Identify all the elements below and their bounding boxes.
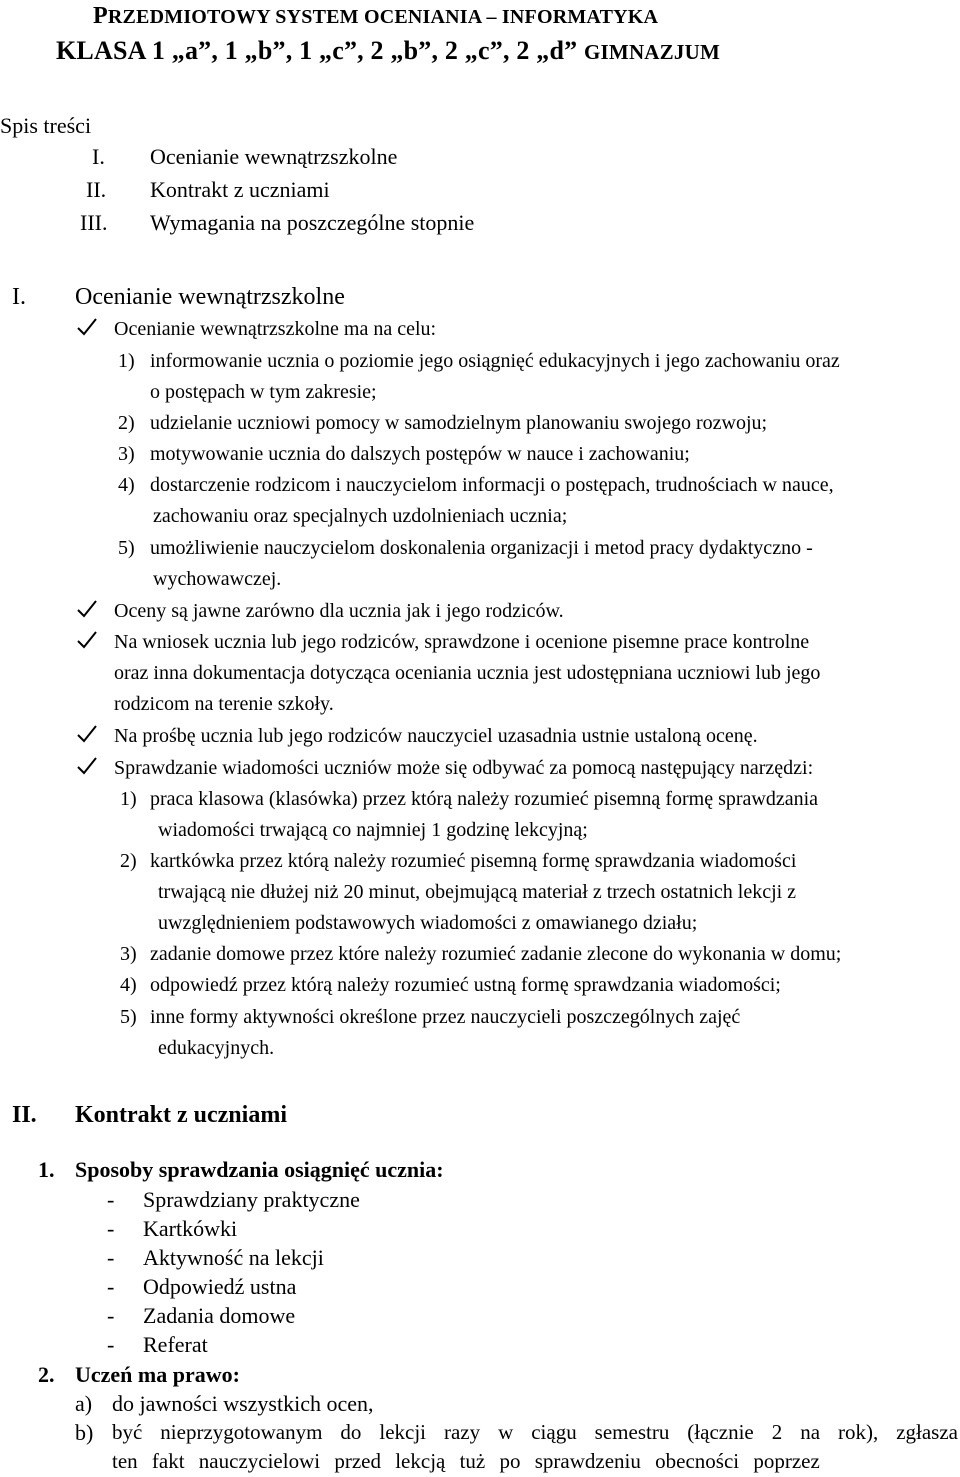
document-title-line2: KLASA 1 „a”, 1 „b”, 1 „c”, 2 „b”, 2 „c”, 2 „d” GIMNAZJUM [56,36,720,65]
tool-text: edukacyjnych. [158,1037,275,1059]
assessment-method: Sprawdziany praktyczne [143,1187,360,1212]
checkmark-icon [76,629,98,651]
toc-item-num: III. [80,210,108,235]
toc-item-label: Wymagania na poszczególne stopnie [150,210,475,235]
dash-bullet: - [107,1303,115,1328]
bullet-text: oraz inna dokumentacja dotycząca oceniania ucznia jest udostępniana uczniowi lub jego [114,662,821,684]
goal-text: motywowanie ucznia do dalszych postępów w nauce i zachowaniu; [150,443,690,465]
document-title-line1: PRZEDMIOTOWY SYSTEM OCENIANIA – INFORMATYKA [93,3,659,29]
tool-number: 5) [120,1006,137,1028]
section-2-number: II. [12,1102,37,1128]
right-letter: b) [75,1420,94,1445]
bullet-text: Sprawdzanie wiadomości uczniów może się odbywać za pomocą następujący narzędzi: [114,757,814,779]
assessment-method: Odpowiedź ustna [143,1274,297,1299]
dash-bullet: - [107,1332,115,1357]
dash-bullet: - [107,1216,115,1241]
toc-item-num: I. [92,144,105,169]
right-text: być nieprzygotowanym do lekcji razy w ciągu semestru (łącznie 2 na rok), zgłasza [112,1420,958,1444]
toc-item-label: Kontrakt z uczniami [150,177,330,202]
subsection-2-number: 2. [38,1362,55,1387]
assessment-method: Kartkówki [143,1216,238,1241]
goal-text: udzielanie uczniowi pomocy w samodzielnym planowaniu swojego rozwoju; [150,412,768,434]
right-letter: a) [75,1391,93,1416]
tool-number: 2) [120,850,137,872]
toc-item-label: Ocenianie wewnątrzszkolne [150,144,398,169]
goal-text: wychowawczej. [153,568,282,590]
tool-text: kartkówka przez którą należy rozumieć pisemną formę sprawdzania wiadomości [150,850,797,872]
right-text: do jawności wszystkich ocen, [112,1391,374,1416]
goal-text: umożliwienie nauczycielom doskonalenia organizacji i metod pracy dydaktyczno - [150,537,813,559]
dash-bullet: - [107,1187,115,1212]
section-1-heading: Ocenianie wewnątrzszkolne [75,284,345,310]
goal-number: 4) [118,474,135,496]
goal-text: dostarczenie rodzicom i nauczycielom informacji o postępach, trudnościach w nauce, [150,474,834,496]
tool-text: praca klasowa (klasówka) przez którą należy rozumieć pisemną formę sprawdzania [150,788,819,810]
tool-text: odpowiedź przez którą należy rozumieć ustną formę sprawdzania wiadomości; [150,974,781,996]
tool-text: wiadomości trwającą co najmniej 1 godzinę lekcyjną; [158,819,588,841]
dash-bullet: - [107,1245,115,1270]
goal-number: 2) [118,412,135,434]
tool-text: zadanie domowe przez które należy rozumieć zadanie zlecone do wykonania w domu; [150,943,842,965]
goal-text: o postępach w tym zakresie; [150,381,377,403]
bullet-text: Na prośbę ucznia lub jego rodziców nauczyciel uzasadnia ustnie ustaloną ocenę. [114,725,758,747]
goal-text: informowanie ucznia o poziomie jego osiągnięć edukacyjnych i jego zachowaniu oraz [150,350,840,372]
checkmark-icon [76,316,98,338]
assessment-method: Referat [143,1332,208,1357]
subsection-1-number: 1. [38,1157,55,1182]
goal-intro: Ocenianie wewnątrzszkolne ma na celu: [114,318,437,340]
goal-text: zachowaniu oraz specjalnych uzdolnieniach ucznia; [153,505,568,527]
dash-bullet: - [107,1274,115,1299]
tool-text: uwzględnieniem podstawowych wiadomości z omawianego działu; [158,912,698,934]
checkmark-icon [76,755,98,777]
goal-number: 5) [118,537,135,559]
checkmark-icon [76,723,98,745]
tool-number: 3) [120,943,137,965]
tool-text: inne formy aktywności określone przez nauczycieli poszczególnych zajęć [150,1006,741,1028]
toc-heading: Spis treści [0,113,92,138]
tool-number: 4) [120,974,137,996]
bullet-text: Na wniosek ucznia lub jego rodziców, sprawdzone i ocenione pisemne prace kontrolne [114,631,810,653]
section-1-number: I. [12,284,26,310]
assessment-method: Aktywność na lekcji [143,1245,324,1270]
checkmark-icon [76,598,98,620]
assessment-method: Zadania domowe [143,1303,296,1328]
section-2-heading: Kontrakt z uczniami [75,1102,287,1128]
tool-number: 1) [120,788,137,810]
right-text: ten fakt nauczycielowi przed lekcją tuż po sprawdzeniu obecności poprzez [112,1449,820,1473]
tool-text: trwającą nie dłużej niż 20 minut, obejmującą materiał z trzech ostatnich lekcji z [158,881,797,903]
subsection-1-heading: Sposoby sprawdzania osiągnięć ucznia: [75,1157,444,1182]
toc-item-num: II. [86,177,107,202]
goal-number: 1) [118,350,135,372]
bullet-text: rodzicom na terenie szkoły. [114,693,334,715]
goal-number: 3) [118,443,135,465]
subsection-2-heading: Uczeń ma prawo: [75,1362,240,1387]
bullet-text: Oceny są jawne zarówno dla ucznia jak i jego rodziców. [114,600,564,622]
